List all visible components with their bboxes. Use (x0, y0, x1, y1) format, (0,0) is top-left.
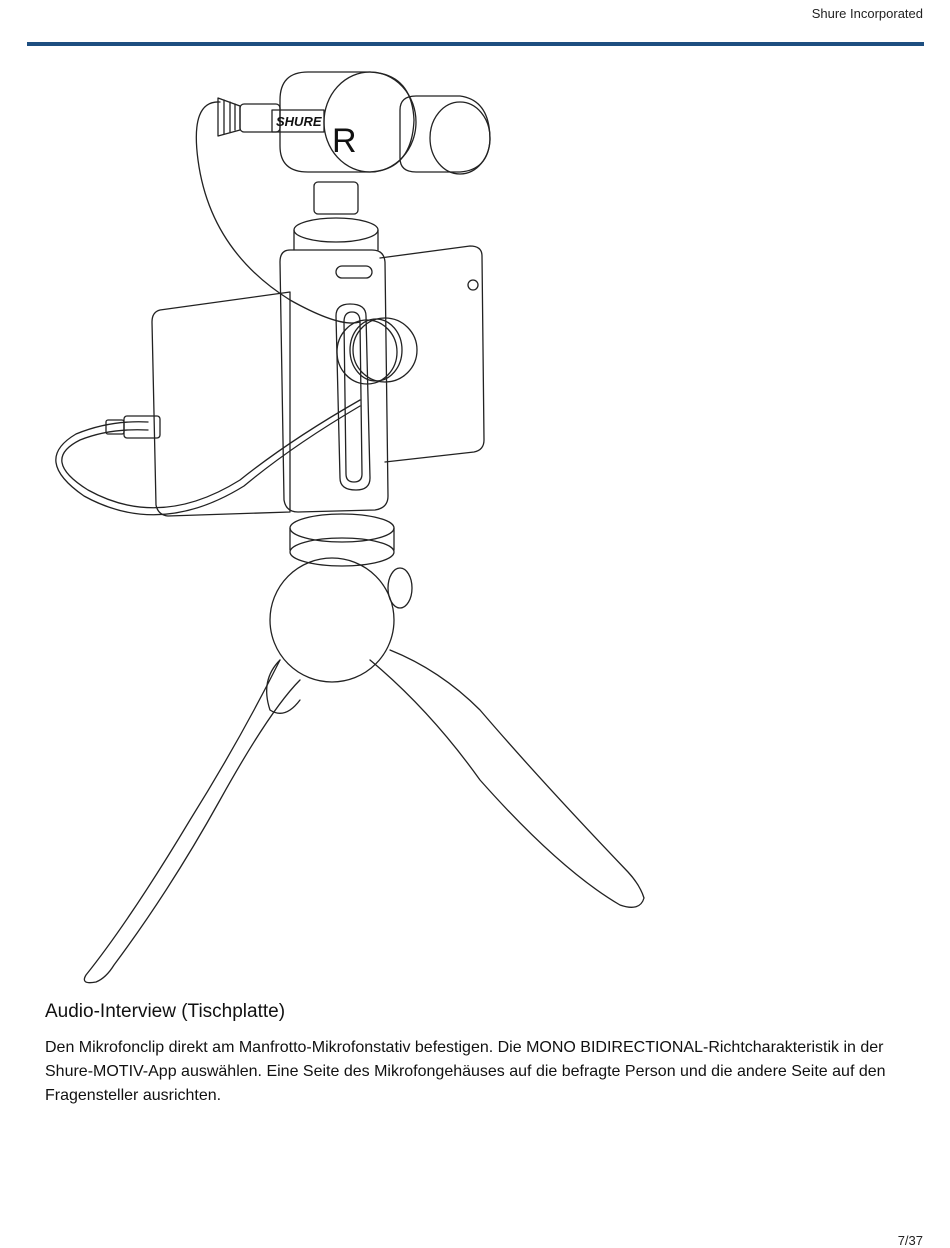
clamp-knob (353, 318, 417, 382)
microphone-connector (240, 104, 280, 132)
connector-thread (218, 98, 240, 136)
header-company-name: Shure Incorporated (811, 6, 923, 21)
channel-letter: R (332, 122, 357, 160)
page-number: 7/37 (897, 1233, 923, 1248)
smartphone-right (380, 246, 484, 462)
clamp-slot-long (336, 304, 370, 490)
phone-camera (468, 280, 478, 290)
usb-cable-outline (56, 406, 360, 515)
clamp-slot-top (336, 266, 372, 278)
smartphone (152, 292, 290, 516)
usb-cable-lower (62, 400, 360, 508)
clamp-slot-inner (344, 312, 362, 482)
microphone-tripod-illustration (40, 60, 660, 985)
section-heading: Audio-Interview (Tischplatte) (45, 1001, 286, 1022)
clamp-knob-ridge (350, 319, 402, 381)
section-body: Den Mikrofonclip direkt am Manfrotto-Mikrofonstativ befestigen. Die MONO BIDIRECTIONAL-Richtcharakteristik in der Shure-MOTIV-App auswählen. Eine Seite des Mikrofongehäuses auf die befragte Person und die andere Seite auf den Fragensteller ausrichten. (45, 1039, 886, 1104)
tripod-leg-right (370, 650, 644, 907)
mount-plate (294, 218, 378, 242)
capsule-front (430, 102, 490, 174)
tripod-leg-back (267, 660, 300, 713)
tripod-leg-left (84, 660, 300, 983)
header-divider (27, 42, 924, 46)
ball-head-knob (388, 568, 412, 608)
mount-stem (314, 182, 358, 214)
ball-head (270, 558, 394, 682)
line-drawing (40, 60, 660, 985)
shure-logo: SHURE (276, 114, 322, 129)
